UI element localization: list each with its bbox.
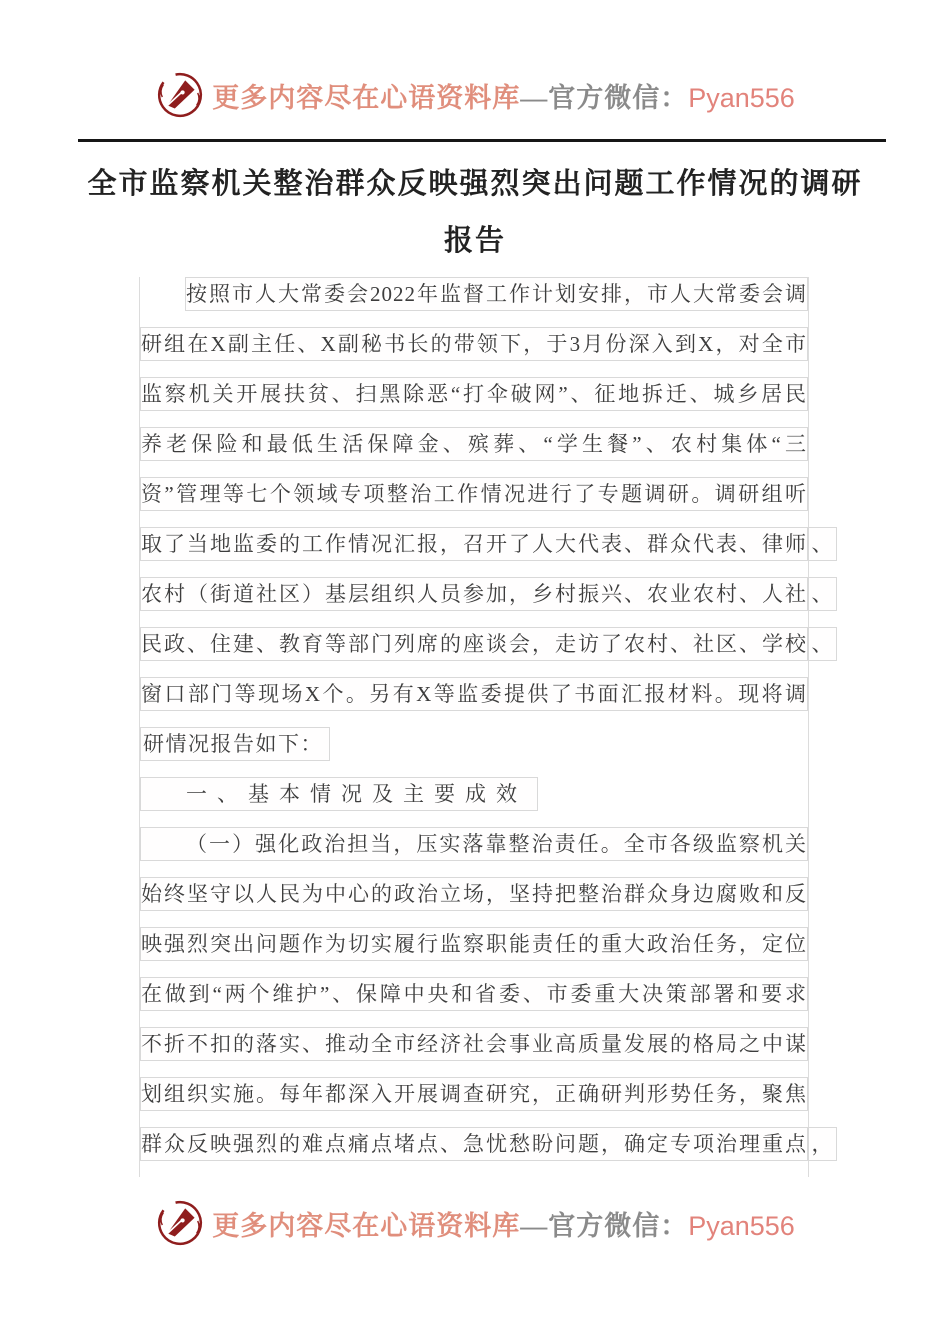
pen-nib [168, 1208, 195, 1236]
brand-name: 更多内容尽在心语资料库 [212, 82, 521, 113]
text-line-box: 窗口部门等现场X个。另有X等监委提供了书面汇报材料。现将调 [140, 677, 808, 711]
text-line-box: 农村（街道社区）基层组织人员参加，乡村振兴、农业农村、人社 [140, 577, 808, 611]
text-line [140, 277, 808, 311]
text-line [140, 377, 808, 411]
text-line [140, 927, 808, 961]
pen-seal-logo-icon [155, 1198, 205, 1248]
text-line [140, 627, 834, 661]
text-line-box: 群众反映强烈的难点痛点堵点、急忧愁盼问题，确定专项治理重点 [140, 1127, 808, 1161]
text-line-box: 研组在X副主任、X副秘书长的带领下，于3月份深入到X，对全市 [140, 327, 808, 361]
text-line-box: 按照市人大常委会2022年监督工作计划安排，市人大常委会调 [185, 277, 808, 311]
text-line-box: 划组织实施。每年都深入开展调查研究，正确研判形势任务，聚焦 [140, 1077, 808, 1111]
pen-seal-logo-icon [155, 70, 205, 120]
text-line [140, 1027, 808, 1061]
text-line [140, 977, 808, 1011]
text-line-box: 养老保险和最低生活保障金、殡葬、“学生餐”、农村集体“三 [140, 427, 808, 461]
text-line-box: 映强烈突出问题作为切实履行监察职能责任的重大政治任务，定位 [140, 927, 808, 961]
text-line [140, 577, 834, 611]
page-title [0, 156, 950, 270]
text-line [140, 827, 808, 861]
text-line [140, 877, 808, 911]
header-brand-text [212, 76, 795, 115]
text-line [140, 527, 834, 561]
text-line-box: 民政、住建、教育等部门列席的座谈会，走访了农村、社区、学校 [140, 627, 808, 661]
title-line-1: 全市监察机关整治群众反映强烈突出问题工作情况的调研 [87, 168, 863, 200]
wechat-label: —官方微信： [520, 1210, 689, 1241]
text-line-box: 在做到“两个维护”、保障中央和省委、市委重大决策部署和要求 [140, 977, 808, 1011]
header-brand-bar [0, 70, 950, 120]
text-line [140, 677, 808, 711]
text-line [140, 427, 808, 461]
footer-brand-text [212, 1204, 795, 1243]
document-body [139, 277, 834, 1177]
text-line [140, 327, 808, 361]
wechat-id: Pyan556 [688, 1210, 795, 1241]
text-line [140, 777, 808, 811]
wechat-id: Pyan556 [688, 82, 795, 113]
text-line-box: 一、基本情况及主要成效 [140, 777, 538, 811]
brand-name: 更多内容尽在心语资料库 [212, 1210, 521, 1241]
text-line-box: 始终坚守以人民为中心的政治立场，坚持把整治群众身边腐败和反 [140, 877, 808, 911]
text-line-box: （一）强化政治担当，压实落靠整治责任。全市各级监察机关 [140, 827, 808, 861]
text-line-box: 取了当地监委的工作情况汇报，召开了人大代表、群众代表、律师 [140, 527, 808, 561]
pen-nib [168, 80, 195, 108]
text-line [140, 1077, 808, 1111]
text-line-box: 研情况报告如下： [140, 727, 330, 761]
title-line-2: 报告 [443, 225, 506, 257]
footer-brand-bar [0, 1198, 950, 1248]
wechat-label: —官方微信： [520, 82, 689, 113]
hanging-punctuation-box: 、 [808, 527, 837, 561]
text-line-box: 不折不扣的落实、推动全市经济社会事业高质量发展的格局之中谋 [140, 1027, 808, 1061]
hanging-punctuation-box: 、 [808, 627, 837, 661]
hanging-punctuation-box: 、 [808, 577, 837, 611]
text-line [140, 727, 808, 761]
header-divider-rule [78, 139, 886, 142]
text-line-box: 监察机关开展扶贫、扫黑除恶“打伞破网”、征地拆迁、城乡居民 [140, 377, 808, 411]
text-line [140, 477, 808, 511]
hanging-punctuation-box: ， [808, 1127, 837, 1161]
text-line-box: 资”管理等七个领域专项整治工作情况进行了专题调研。调研组听 [140, 477, 808, 511]
text-line [140, 1127, 834, 1161]
